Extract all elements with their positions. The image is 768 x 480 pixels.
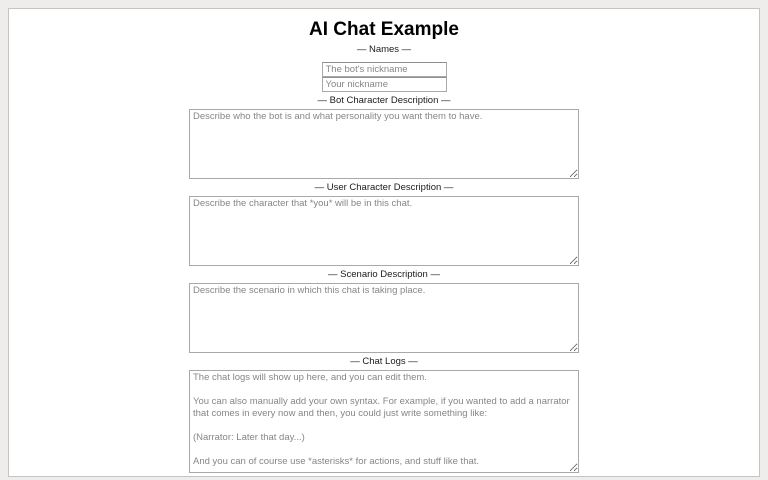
page xyxy=(8,8,760,477)
user-nickname-input[interactable] xyxy=(322,77,447,92)
user-character-legend: — User Character Description — xyxy=(314,182,454,193)
user-character-textarea[interactable] xyxy=(189,196,579,266)
chat-logs-textarea[interactable] xyxy=(189,370,579,473)
bot-character-legend: — Bot Character Description — xyxy=(317,95,451,106)
page-title: AI Chat Example xyxy=(309,19,459,40)
chat-logs-legend: — Chat Logs — xyxy=(350,356,418,367)
bot-nickname-input[interactable] xyxy=(322,62,447,77)
scenario-textarea[interactable] xyxy=(189,283,579,353)
bot-character-textarea[interactable] xyxy=(189,109,579,179)
names-legend: — Names — xyxy=(356,44,412,55)
scenario-legend: — Scenario Description — xyxy=(328,269,440,280)
